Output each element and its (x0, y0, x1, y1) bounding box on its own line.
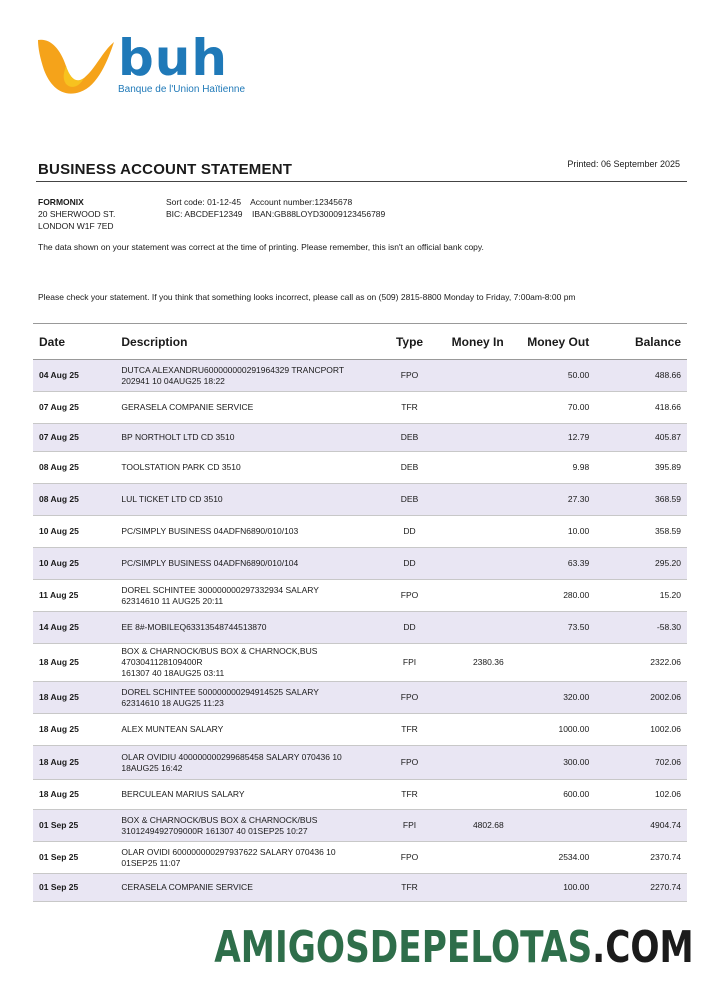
cell-balance: 395.89 (595, 452, 687, 484)
customer-address (38, 196, 115, 232)
table-header-row (33, 324, 687, 360)
statement-title: BUSINESS ACCOUNT STATEMENT (38, 161, 293, 178)
cell-money-in (438, 484, 509, 516)
cell-money-out: 10.00 (510, 516, 596, 548)
col-header-description: Description (115, 324, 380, 360)
cell-type: DD (381, 516, 439, 548)
description-line-1: DOREL SCHINTEE 300000000297332934 SALARY (121, 584, 319, 595)
table-row (33, 484, 687, 516)
cell-money-out: 280.00 (510, 580, 596, 612)
cell-date: 18 Aug 25 (33, 682, 115, 714)
description-line-1: BOX & CHARNOCK/BUS BOX & CHARNOCK/BUS (121, 814, 318, 825)
table-row (33, 746, 687, 780)
watermark-text: AMIGOSDEPELOTAS (214, 922, 593, 973)
cell-description (115, 810, 380, 842)
description-line-1: LUL TICKET LTD CD 3510 (121, 494, 223, 504)
cell-date: 01 Sep 25 (33, 810, 115, 842)
cell-type: DD (381, 612, 439, 644)
cell-balance: 1002.06 (595, 714, 687, 746)
cell-description (115, 874, 380, 902)
table-row (33, 682, 687, 714)
cell-money-in: 2380.36 (438, 644, 509, 682)
description-line-2: 62314610 18 AUG25 11:23 (121, 697, 224, 708)
description-line-2: 3101249492709000R 161307 40 01SEP25 10:27 (121, 825, 308, 836)
cell-money-out: 63.39 (510, 548, 596, 580)
description-line-2: 161307 40 18AUG25 03:11 (121, 668, 225, 678)
cell-type: TFR (381, 780, 439, 810)
cell-date: 08 Aug 25 (33, 452, 115, 484)
cell-money-in (438, 612, 509, 644)
printing-notice: The data shown on your statement was correct at the time of printing. Please remember, this isn't an official bank copy. (38, 242, 484, 252)
description-line-1: TOOLSTATION PARK CD 3510 (121, 462, 241, 472)
cell-money-out: 600.00 (510, 780, 596, 810)
watermark-suffix: .COM (592, 922, 694, 973)
table-row (33, 644, 687, 682)
description-line-1: DOREL SCHINTEE 500000000294914525 SALARY (121, 686, 319, 697)
cell-description (115, 746, 380, 780)
table-row (33, 612, 687, 644)
cell-description (115, 644, 380, 682)
cell-date: 07 Aug 25 (33, 424, 115, 452)
customer-name: FORMONIX (38, 197, 84, 207)
cell-type: FPO (381, 360, 439, 392)
cell-balance: 2322.06 (595, 644, 687, 682)
cell-money-in (438, 548, 509, 580)
cell-date: 07 Aug 25 (33, 392, 115, 424)
cell-balance: 102.06 (595, 780, 687, 810)
cell-money-in (438, 392, 509, 424)
address-line-2: LONDON W1F 7ED (38, 221, 114, 231)
check-notice: Please check your statement. If you think that something looks incorrect, please call as on (509) 2815-8800 Monday to Friday, 7:00am-8:00 pm (38, 292, 576, 302)
cell-date: 11 Aug 25 (33, 580, 115, 612)
cell-date: 18 Aug 25 (33, 780, 115, 810)
cell-balance: 488.66 (595, 360, 687, 392)
cell-money-in (438, 516, 509, 548)
description-line-1: PC/SIMPLY BUSINESS 04ADFN6890/010/104 (121, 558, 299, 568)
description-line-1: DUTCA ALEXANDRU600000000291964329 TRANCPORT (121, 364, 345, 375)
table-row (33, 424, 687, 452)
description-line-1: PC/SIMPLY BUSINESS 04ADFN6890/010/103 (121, 526, 299, 536)
col-header-date: Date (33, 324, 115, 360)
col-header-balance: Balance (595, 324, 687, 360)
cell-money-out: 320.00 (510, 682, 596, 714)
table-row (33, 714, 687, 746)
cell-money-out: 70.00 (510, 392, 596, 424)
cell-money-out: 50.00 (510, 360, 596, 392)
cell-money-out (510, 644, 596, 682)
cell-money-out: 300.00 (510, 746, 596, 780)
cell-money-in (438, 580, 509, 612)
cell-money-in (438, 424, 509, 452)
cell-type: DEB (381, 452, 439, 484)
cell-type: DD (381, 548, 439, 580)
cell-money-out: 2534.00 (510, 842, 596, 874)
cell-date: 10 Aug 25 (33, 516, 115, 548)
cell-description (115, 842, 380, 874)
description-line-1: BOX & CHARNOCK/BUS BOX & CHARNOCK,BUS 4703041128109400R (121, 646, 318, 667)
cell-description (115, 360, 380, 392)
account-line-2: BIC: ABCDEF12349 IBAN:GB88LOYD30009123456789 (166, 209, 386, 219)
cell-money-out: 1000.00 (510, 714, 596, 746)
header-divider (36, 181, 687, 182)
cell-date: 08 Aug 25 (33, 484, 115, 516)
cell-balance: 702.06 (595, 746, 687, 780)
cell-type: DEB (381, 484, 439, 516)
description-line-1: OLAR OVIDI 600000000297937622 SALARY 070436 10 (121, 846, 336, 857)
table-row (33, 392, 687, 424)
cell-description (115, 392, 380, 424)
cell-balance: -58.30 (595, 612, 687, 644)
cell-type: FPO (381, 580, 439, 612)
cell-description (115, 714, 380, 746)
description-line-1: GERASELA COMPANIE SERVICE (121, 402, 254, 412)
cell-type: TFR (381, 392, 439, 424)
cell-balance: 2002.06 (595, 682, 687, 714)
cell-money-out: 27.30 (510, 484, 596, 516)
cell-balance: 368.59 (595, 484, 687, 516)
cell-type: FPI (381, 644, 439, 682)
account-details (166, 196, 385, 220)
table-row (33, 874, 687, 902)
description-line-2: 62314610 11 AUG25 20:11 (121, 595, 224, 606)
cell-money-in (438, 780, 509, 810)
table-row (33, 360, 687, 392)
table-row (33, 548, 687, 580)
cell-balance: 15.20 (595, 580, 687, 612)
cell-money-in (438, 746, 509, 780)
cell-description (115, 612, 380, 644)
cell-balance: 358.59 (595, 516, 687, 548)
cell-type: FPO (381, 842, 439, 874)
description-line-1: OLAR OVIDIU 400000000299685458 SALARY 070436 10 (121, 751, 342, 762)
cell-money-in (438, 452, 509, 484)
table-row (33, 780, 687, 810)
bank-subtitle: Banque de l'Union Haïtienne (118, 84, 246, 95)
table-row (33, 516, 687, 548)
description-line-1: BP NORTHOLT LTD CD 3510 (121, 432, 235, 442)
col-header-money-in: Money In (438, 324, 509, 360)
description-line-1: ALEX MUNTEAN SALARY (121, 724, 224, 734)
cell-date: 04 Aug 25 (33, 360, 115, 392)
address-line-1: 20 SHERWOOD ST. (38, 209, 116, 219)
cell-balance: 405.87 (595, 424, 687, 452)
cell-type: DEB (381, 424, 439, 452)
cell-money-out: 9.98 (510, 452, 596, 484)
cell-description (115, 580, 380, 612)
cell-balance: 2270.74 (595, 874, 687, 902)
cell-date: 18 Aug 25 (33, 714, 115, 746)
cell-money-in (438, 682, 509, 714)
description-line-2: 18AUG25 16:42 (121, 762, 183, 773)
cell-money-in (438, 360, 509, 392)
cell-balance: 295.20 (595, 548, 687, 580)
cell-type: FPO (381, 682, 439, 714)
cell-description (115, 780, 380, 810)
table-row (33, 452, 687, 484)
watermark (215, 922, 694, 973)
bank-logo-icon (36, 34, 116, 96)
col-header-money-out: Money Out (510, 324, 596, 360)
account-line-1: Sort code: 01-12-45 Account number:12345678 (166, 197, 353, 207)
cell-date: 01 Sep 25 (33, 842, 115, 874)
cell-type: FPO (381, 746, 439, 780)
cell-money-out: 73.50 (510, 612, 596, 644)
description-line-2: 202941 10 04AUG25 18:22 (121, 375, 225, 386)
cell-money-out (510, 810, 596, 842)
cell-date: 14 Aug 25 (33, 612, 115, 644)
cell-balance: 418.66 (595, 392, 687, 424)
cell-money-in (438, 714, 509, 746)
transactions-table (33, 323, 687, 902)
cell-date: 18 Aug 25 (33, 644, 115, 682)
cell-type: FPI (381, 810, 439, 842)
cell-type: TFR (381, 874, 439, 902)
cell-type: TFR (381, 714, 439, 746)
cell-description (115, 484, 380, 516)
bank-logo (36, 29, 266, 104)
cell-balance: 2370.74 (595, 842, 687, 874)
cell-balance: 4904.74 (595, 810, 687, 842)
cell-money-in (438, 842, 509, 874)
table-row (33, 580, 687, 612)
cell-date: 10 Aug 25 (33, 548, 115, 580)
description-line-2: 01SEP25 11:07 (121, 857, 181, 868)
cell-date: 01 Sep 25 (33, 874, 115, 902)
cell-description (115, 516, 380, 548)
cell-description (115, 548, 380, 580)
description-line-1: EE 8#-MOBILEQ63313548744513870 (121, 622, 267, 632)
cell-description (115, 424, 380, 452)
cell-date: 18 Aug 25 (33, 746, 115, 780)
col-header-type: Type (381, 324, 439, 360)
printed-date: Printed: 06 September 2025 (567, 159, 680, 169)
cell-money-out: 100.00 (510, 874, 596, 902)
cell-money-in: 4802.68 (438, 810, 509, 842)
table-row (33, 842, 687, 874)
table-row (33, 810, 687, 842)
cell-money-out: 12.79 (510, 424, 596, 452)
description-line-1: BERCULEAN MARIUS SALARY (121, 789, 245, 799)
cell-description (115, 682, 380, 714)
cell-money-in (438, 874, 509, 902)
description-line-1: CERASELA COMPANIE SERVICE (121, 882, 253, 892)
cell-description (115, 452, 380, 484)
bank-logo-text: buh (118, 29, 228, 87)
